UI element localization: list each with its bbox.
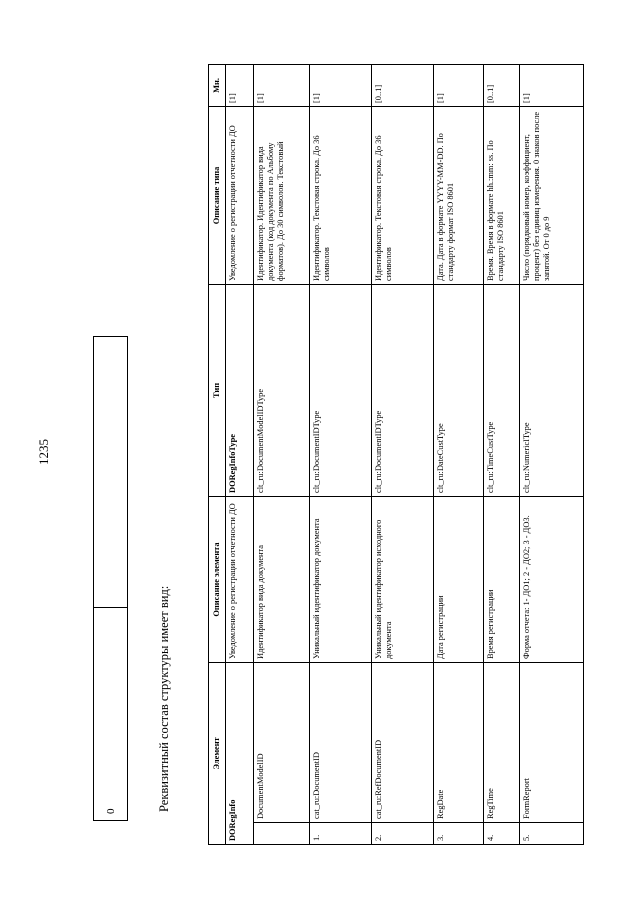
type-description-cell: Идентификатор. Идентификатор вида документа (код документа по Альбому форматов). До 30 символов. Текстовый [253,106,309,284]
type-cell: clt_ru:DateCustType [433,284,483,496]
header-box [93,336,128,821]
row-number-cell: 1. [309,823,371,845]
type-cell: clt_ru:NumericIType [519,284,583,496]
element-description-cell: Идентификатор вида документа [253,496,309,662]
multiplicity-cell: [0..1] [483,64,519,106]
header-element: Элемент [209,662,226,844]
element-description-cell: Уведомление о регистрации отчетности ДО [225,496,253,662]
row-number-cell: 3. [433,823,483,845]
header-type: Тип [209,284,226,496]
element-cell: RegTime [483,662,519,822]
element-description-cell: Уникальный идентификатор документа [309,496,371,662]
multiplicity-cell: [0..1] [371,64,433,106]
table-row [253,64,309,844]
header-box-left-cell: 0 [94,608,128,821]
element-description-cell: Форма отчета: 1- ДО1; 2 - ДО2; 3 - ДО3. [519,496,583,662]
element-cell: RegDate [433,662,483,822]
element-cell: cat_ru:RefDocumentID [371,662,433,822]
type-cell: DORegInfoType [225,284,253,496]
table-header-row [209,64,226,844]
requisites-table-wrapper [208,64,584,845]
header-box-right-cell [94,337,128,608]
type-description-cell: Дата. Дата в формате YYYY-MM-DD. По стандарту формат ISO 8601 [433,106,483,284]
type-description-cell: Идентификатор. Текстовая строка. До 36 символов [309,106,371,284]
type-description-cell: Число (порядковый номер, коэффициент, процент) без единиц измерения. 0 знаков после запятой. От 0 до 9 [519,106,583,284]
header-multiplicity: Мн. [209,64,226,106]
element-cell: DocumentModelID [253,662,309,822]
row-number-cell: 4. [483,823,519,845]
element-description-cell: Время регистрации [483,496,519,662]
row-number-cell: 5. [519,823,583,845]
header-element-description: Описание элемента [209,496,226,662]
header-type-description: Описание типа [209,106,226,284]
multiplicity-cell: [1] [225,64,253,106]
table-row [519,64,583,844]
type-cell: clt_ru:DocumentIDType [371,284,433,496]
table-row [309,64,371,844]
requisites-table [208,64,584,845]
multiplicity-cell: [1] [253,64,309,106]
table-row [371,64,433,844]
type-cell: clt_ru:TimeCustType [483,284,519,496]
page-number: 1235 [36,439,51,465]
element-description-cell: Дата регистрации [433,496,483,662]
table-row [433,64,483,844]
multiplicity-cell: [1] [519,64,583,106]
intro-text: Реквизитный состав структуры имеет вид: [157,585,171,812]
row-number-cell [253,823,309,845]
element-description-cell: Уникальный идентификатор исходного документа [371,496,433,662]
type-description-cell: Уведомление о регистрации отчетности ДО [225,106,253,284]
element-cell: cat_ru:DocumentID [309,662,371,822]
table-row [225,64,253,844]
table-row [483,64,519,844]
type-cell: clt_ru:DocumentModelIDType [253,284,309,496]
row-number-cell: 2. [371,823,433,845]
element-cell: FormReport [519,662,583,822]
type-description-cell: Идентификатор. Текстовая строка. До 36 символов [371,106,433,284]
multiplicity-cell: [1] [309,64,371,106]
element-cell: DORegInfo [225,662,253,844]
multiplicity-cell: [1] [433,64,483,106]
header-box-table [93,336,128,821]
type-description-cell: Время. Время в формате hh.:mm: ss. По стандарту ISO 8601 [483,106,519,284]
type-cell: clt_ru:DocumentIDType [309,284,371,496]
